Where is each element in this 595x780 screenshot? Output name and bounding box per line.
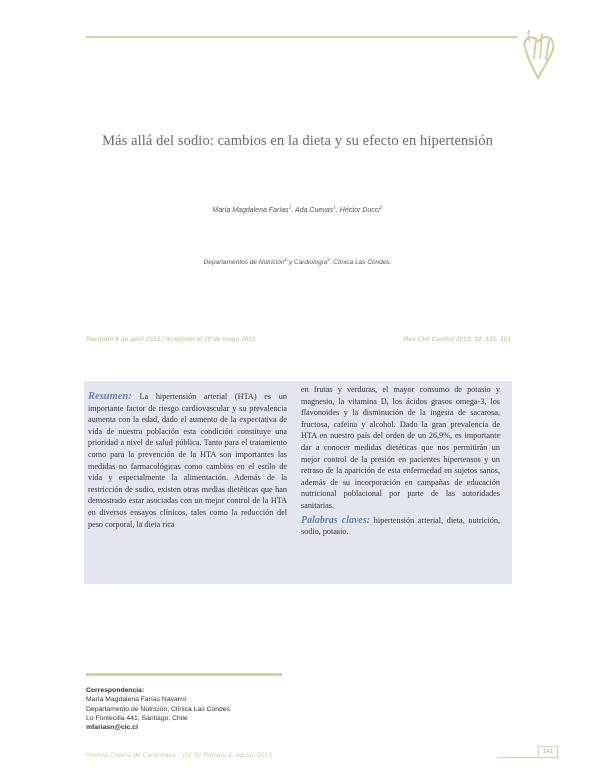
abstract-column-right — [301, 384, 500, 538]
affiliation-text: Departamentos de Nutrición — [203, 259, 285, 266]
page-number: 141 — [538, 746, 558, 758]
keywords-text: hipertensión arterial, dieta, nutrición, sodio, potasio. — [301, 515, 500, 537]
author-affiliation-sup: 2 — [379, 205, 383, 211]
keywords-heading: Palabras claves: — [301, 514, 371, 526]
affiliation-sup: 2 — [327, 256, 330, 262]
affiliation-text: , Clínica Las Condes. — [329, 259, 392, 266]
author-separator: , — [335, 207, 340, 214]
correspondence-line: Lo Fontecilla 441, Santiago, Chile — [86, 714, 188, 722]
author-separator: , — [291, 207, 296, 214]
correspondence-email: mfariasn@clc.cl — [86, 724, 138, 732]
footer-journal-info: Revista Chilena de Cardiología - Vol. 32 Número 2, Agosto 2013 — [86, 752, 272, 759]
header-rule — [86, 36, 518, 38]
journal-citation: Rev Chil Cardiol 2013; 32: 141- 151 — [403, 336, 511, 343]
author-name: María Magdalena Farías — [212, 207, 289, 214]
correspondence-line: María Magdalena Farías Navarro — [86, 696, 187, 704]
author-affiliation-sup: 1 — [288, 205, 292, 211]
abstract-heading: Resumen: — [88, 391, 132, 402]
author-list — [0, 207, 595, 214]
correspondence-heading: Correspondencia: — [86, 687, 145, 694]
author-affiliation-sup: 1 — [333, 205, 336, 211]
affiliation-text: y Cardiología — [287, 259, 328, 266]
affiliation — [0, 256, 595, 266]
abstract-text-left: La hipertensión arterial (HTA) es un importante factor de riesgo cardiovascular y su prevalencia aumenta con la edad, dado el aumento de la expectativa de vida de nuestra población esta condición constituye una prioridad a nivel de salud pública. Tanto para el tratamiento como para la prevención de la HTA son importantes las medidas no farmacológicas como cambios en el estilo de vida y especialmente la alimentación. Además de la restricción de sodio, existen otras medias dietéticas que han demostrado estar asociadas con un mejor control de la HTA en diversos ensayos clínicos, tales como la reducción del peso corporal, la dieta rica — [88, 392, 287, 529]
correspondence-block — [86, 686, 230, 732]
correspondence-rule — [86, 673, 282, 676]
author-name: Héctor Ducci — [339, 207, 380, 214]
footer-rule — [498, 757, 538, 758]
heart-hand-logo-icon — [518, 28, 562, 84]
abstract-column-left — [88, 391, 287, 530]
author-name: Ada Cuevas — [295, 207, 334, 214]
received-accepted-dates: Recibido 8 de abril 2013 / Aceptado el 29 de mayo 2013 — [86, 336, 256, 343]
abstract-text-right: en frutas y verduras, el mayor consumo de potasio y magnesio, la vitamina D, los ácidos grasos omega-3, los flavonoides y la disminución de la ingesta de sacarosa, fructosa, cafeína y alcohol. Dado la gran prevalencia de HTA en nuestro país del orden de un 26,9%, es importante dar a conocer medidas dietéticas que nos permitirán un mejor control de la presión en pacientes hipertensos y un retraso de la aparición de esta enfermedad en sujetos sanos, además de su incorporación en campañas de educación nutricional poblacional por parte de las autoridades sanitarias. — [301, 385, 500, 510]
article-title: Más allá del sodio: cambios en la dieta y su efecto en hipertensión — [102, 133, 493, 149]
affiliation-sup: 1 — [284, 256, 288, 262]
abstract-box — [84, 381, 512, 584]
correspondence-line: Departamento de Nutrición, Clínica Las Condes — [86, 705, 230, 713]
